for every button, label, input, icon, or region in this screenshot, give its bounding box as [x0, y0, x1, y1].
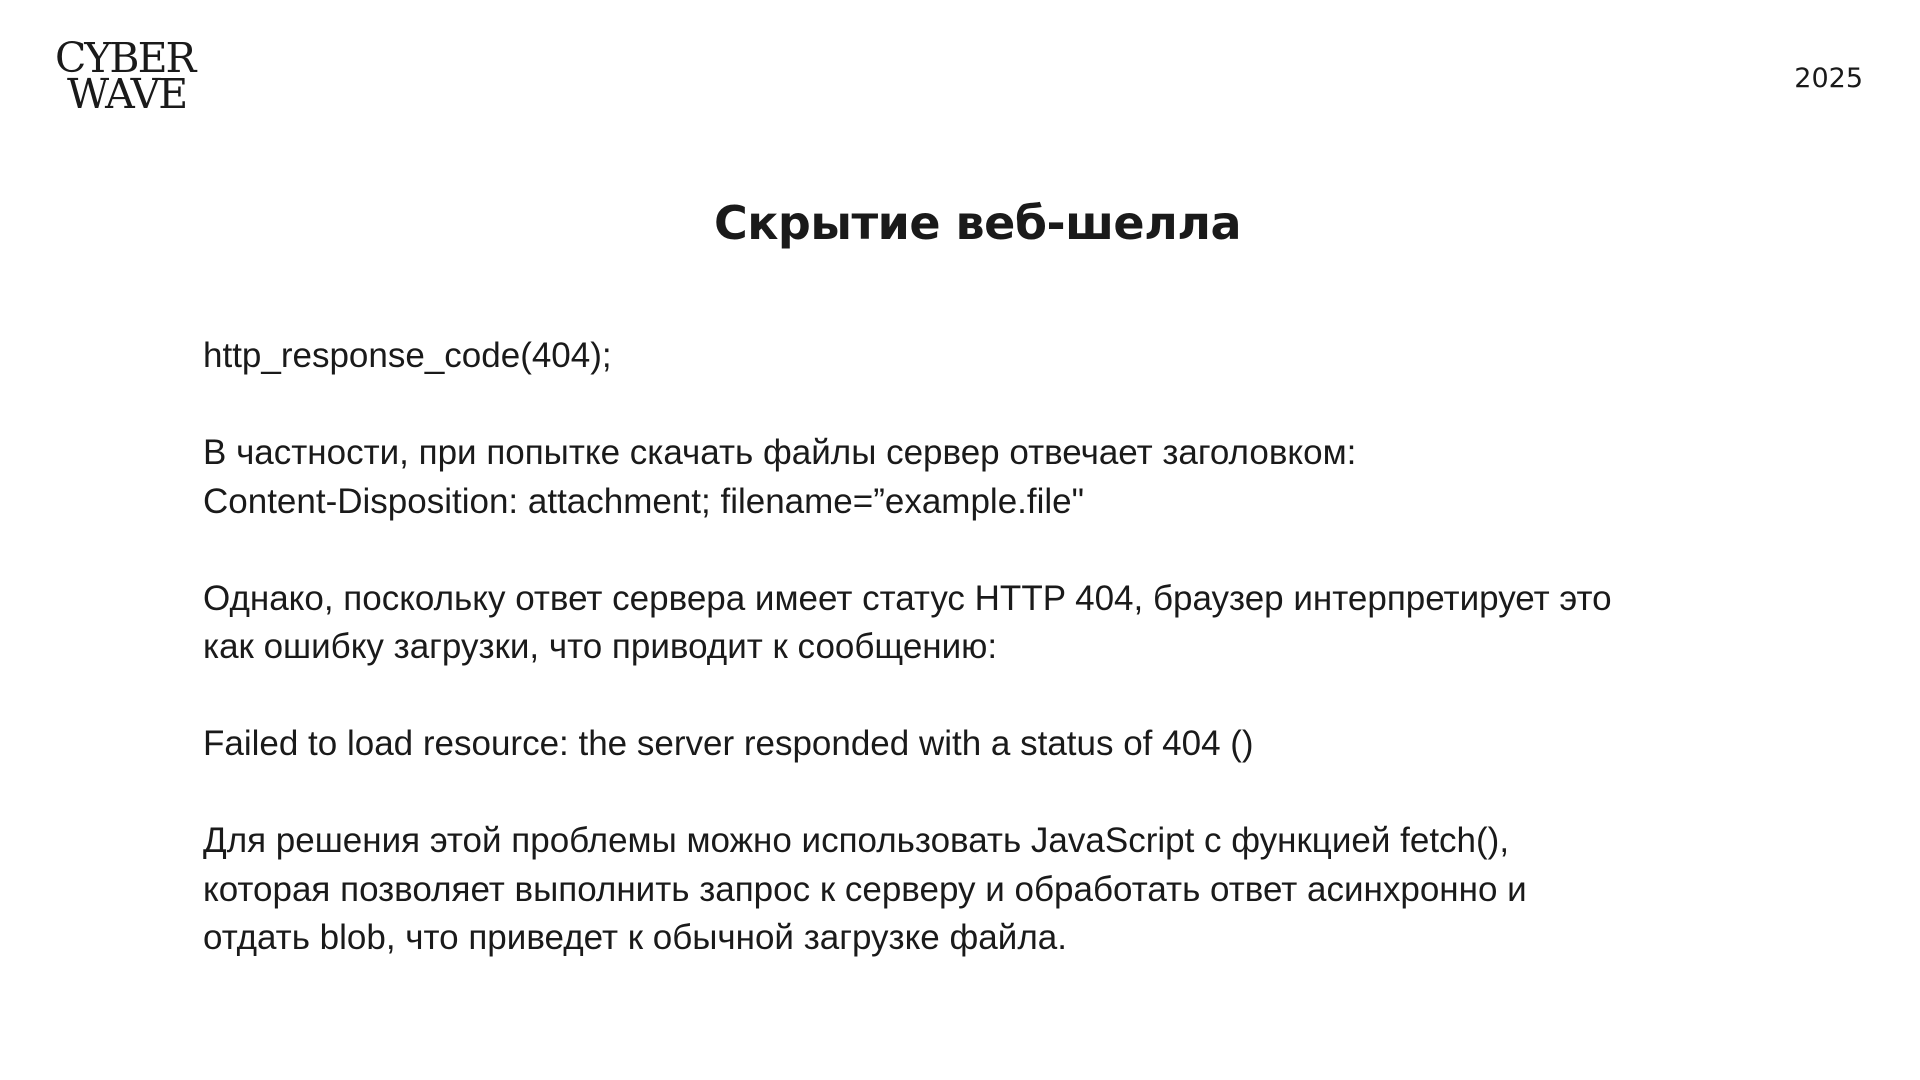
paragraph-404-explanation [203, 575, 1803, 672]
logo-line-1: CYBER [55, 34, 195, 82]
slide-title: Скрытие веб-шелла [713, 196, 1242, 250]
text-line: Content-Disposition: attachment; filename=”example.file" [203, 481, 1085, 521]
paragraph-code [203, 332, 1803, 381]
text-line: Однако, поскольку ответ сервера имеет статус HTTP 404, браузер интерпретирует это [203, 578, 1612, 618]
logo-line-2: WAVE [67, 70, 187, 118]
text-line: Failed to load resource: the server responded with a status of 404 () [203, 724, 1254, 763]
text-line: В частности, при попытке скачать файлы сервер отвечает заголовком: [203, 433, 1357, 472]
logo [55, 34, 195, 118]
year-label: 2025 [1794, 63, 1863, 94]
text-line: отдать blob, что приведет к обычной загрузке файла. [203, 918, 1067, 957]
text-line: которая позволяет выполнить запрос к серверу и обработать ответ асинхронно и [203, 869, 1527, 909]
paragraph-header-note [203, 429, 1803, 526]
text-line: Для решения этой проблемы можно использовать JavaScript с функцией fetch(), [203, 821, 1510, 860]
slide-body [203, 332, 1803, 1011]
code-line: http_response_code(404); [203, 336, 612, 375]
text-line: как ошибку загрузки, что приводит к сообщению: [203, 627, 998, 666]
paragraph-error-message [203, 720, 1803, 769]
paragraph-solution [203, 817, 1803, 963]
